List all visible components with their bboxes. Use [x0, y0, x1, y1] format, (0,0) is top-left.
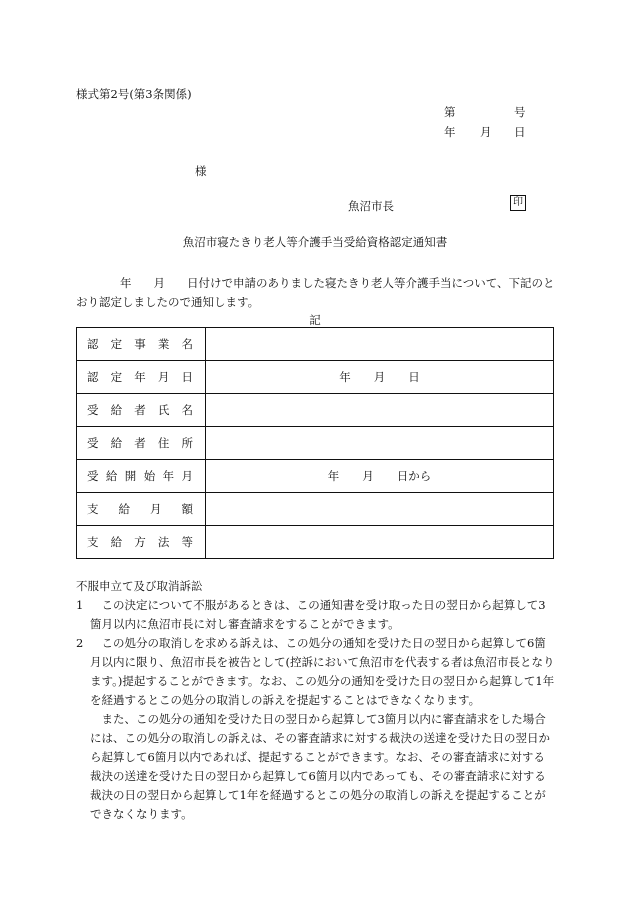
- issue-date-day: 日: [514, 125, 526, 139]
- appeal-item-1-text: この決定について不服があるときは、この通知書を受け取った日の翌日から起算して3箇月以内に魚沼市長に対し審査請求をすることができます。: [90, 598, 546, 631]
- table-row: [77, 427, 554, 460]
- row-label: 認定年月日: [77, 361, 206, 394]
- form-label: 様式第2号(第3条関係): [76, 87, 192, 101]
- appeal-item-1: [76, 596, 556, 634]
- certification-table: [76, 327, 554, 559]
- row-label: 認定事業名: [77, 328, 206, 361]
- row-label: 受給開始年月: [77, 460, 206, 493]
- intro-paragraph: [76, 274, 556, 312]
- table-row: [77, 394, 554, 427]
- appeal-section: [76, 577, 556, 824]
- intro-month: 月: [153, 276, 165, 290]
- seal-mark: 印: [510, 195, 526, 211]
- row-label: 支給方法等: [77, 526, 206, 559]
- row-label: 支給月額: [77, 493, 206, 526]
- appeal-item-2: [76, 634, 556, 710]
- table-row: [77, 328, 554, 361]
- intro-year: 年: [120, 276, 132, 290]
- number-prefix: 第: [444, 105, 456, 119]
- issue-date-month: 月: [480, 125, 492, 139]
- row-value: 年 月 日から: [206, 460, 554, 493]
- row-value: [206, 328, 554, 361]
- row-value: [206, 394, 554, 427]
- row-label: 受給者氏名: [77, 394, 206, 427]
- addressee: 様: [195, 164, 207, 178]
- table-row: [77, 493, 554, 526]
- table-row: [77, 361, 554, 394]
- number-suffix: 号: [514, 105, 526, 119]
- row-label: 受給者住所: [77, 427, 206, 460]
- issuer: 魚沼市長: [348, 199, 394, 213]
- appeal-item-2-text: この処分の取消しを求める訴えは、この処分の通知を受けた日の翌日から起算して6箇月以内に限り、魚沼市長を被告として(控訴において魚沼市を代表する者は魚沼市長となります。)提起することができます。なお、この処分の通知を受けた日の翌日から起算して1年を経過するとこの処分の取消しの訴えを提起することはできなくなります。: [90, 636, 555, 707]
- appeal-item-2-number: 2: [76, 636, 84, 650]
- row-value: 年 月 日: [206, 361, 554, 394]
- appeal-item-1-number: 1: [76, 598, 84, 612]
- appeal-item-2-continuation: また、この処分の通知を受けた日の翌日から起算して3箇月以内に審査請求をした場合には、この処分の取消しの訴えは、その審査請求に対する裁決の送達を受けた日の翌日から起算して6箇月以内であれば、提起することができます。なお、その審査請求に対する裁決の送達を受けた日の翌日から起算して6箇月以内であっても、その審査請求に対する裁決の日の翌日から起算して1年を経過するとこの処分の取消しの訴えを提起することができなくなります。: [90, 712, 550, 821]
- row-value: [206, 427, 554, 460]
- table-row: [77, 526, 554, 559]
- document-title: 魚沼市寝たきり老人等介護手当受給資格認定通知書: [182, 235, 448, 249]
- issue-date-year: 年: [444, 125, 456, 139]
- row-value: [206, 493, 554, 526]
- row-value: [206, 526, 554, 559]
- intro-text: 日付けで申請のありました寝たきり老人等介護手当について、下記のとおり認定しましたので通知します。: [76, 276, 555, 309]
- ki-label: 記: [309, 313, 321, 327]
- table-row: [77, 460, 554, 493]
- appeal-heading: 不服申立て及び取消訴訟: [76, 579, 203, 593]
